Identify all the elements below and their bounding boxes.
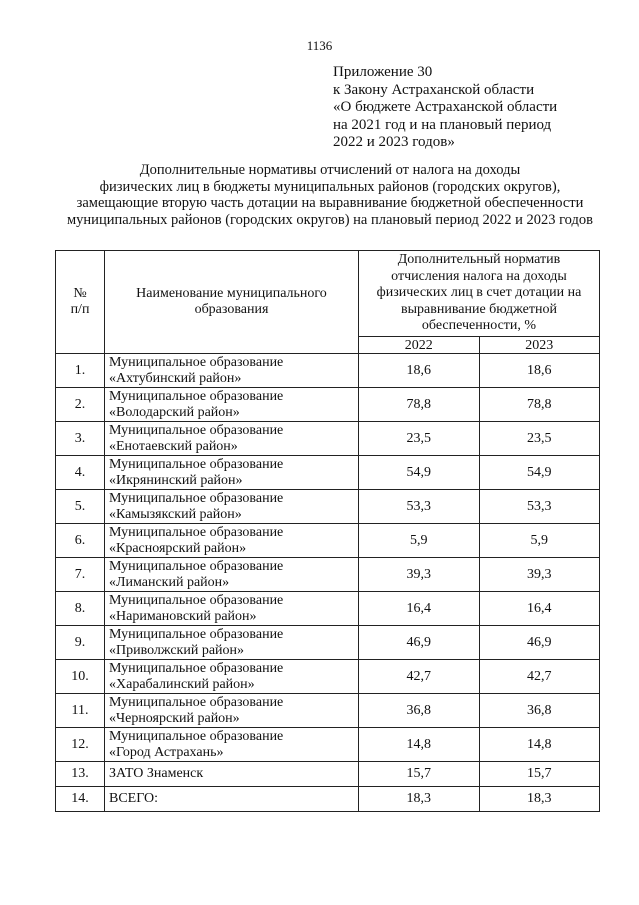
header-normative-line: физических лиц в счет дотации на: [376, 285, 582, 301]
table-row: [56, 422, 600, 456]
table-body: [56, 354, 600, 812]
value-2023: 54,9: [479, 456, 600, 490]
table-row: [56, 694, 600, 728]
row-number: 11.: [56, 694, 105, 728]
title-line: физических лиц в бюджеты муниципальных районов (городских округов),: [99, 178, 561, 195]
value-2022: 39,3: [359, 558, 480, 592]
row-name-line: Муниципальное образование: [109, 423, 284, 438]
row-name: [105, 626, 359, 660]
header-name-line: Наименование муниципального: [136, 285, 327, 301]
appendix-line: Приложение 30: [333, 64, 433, 80]
table-row: [56, 787, 600, 812]
value-2022: 18,6: [359, 354, 480, 388]
row-name: [105, 762, 359, 787]
value-2023: 46,9: [479, 626, 600, 660]
row-number: 8.: [56, 592, 105, 626]
table-row: [56, 388, 600, 422]
header-normative: [359, 251, 600, 337]
header-number-line: №: [73, 285, 87, 301]
page-number: 1136: [306, 38, 333, 53]
row-name-line: «Черноярский район»: [109, 710, 240, 726]
row-name-line: «Камызякский район»: [109, 506, 242, 522]
row-name: [105, 660, 359, 694]
row-name: [105, 592, 359, 626]
row-name-line: «Володарский район»: [109, 404, 240, 420]
row-name: [105, 524, 359, 558]
value-2022: 23,5: [359, 422, 480, 456]
row-name-line: ЗАТО Знаменск: [109, 766, 204, 782]
table-row: [56, 728, 600, 762]
table-header-row: [56, 251, 600, 337]
header-name-line: образования: [194, 302, 269, 317]
value-2022: 46,9: [359, 626, 480, 660]
row-name: [105, 728, 359, 762]
table-row: [56, 762, 600, 787]
row-name-line: «Город Астрахань»: [109, 744, 224, 760]
row-name-line: Муниципальное образование: [109, 593, 284, 608]
row-number: 13.: [56, 762, 105, 787]
row-name-line: ВСЕГО:: [109, 791, 158, 807]
row-name: [105, 354, 359, 388]
value-2023: 14,8: [479, 728, 600, 762]
table-row: [56, 490, 600, 524]
header-name: [105, 251, 359, 354]
table-row: [56, 524, 600, 558]
value-2022: 78,8: [359, 388, 480, 422]
row-name-line: «Наримановский район»: [109, 608, 257, 624]
title-line: муниципальных районов (городских округов) на плановый период 2022 и 2023 годов: [67, 211, 593, 228]
row-name: [105, 787, 359, 812]
row-name-line: Муниципальное образование: [109, 457, 284, 472]
row-number: 5.: [56, 490, 105, 524]
value-2023: 39,3: [479, 558, 600, 592]
header-normative-line: обеспеченности, %: [421, 318, 537, 334]
value-2023: 42,7: [479, 660, 600, 694]
row-name: [105, 490, 359, 524]
row-name-line: «Ахтубинский район»: [109, 370, 242, 386]
table-row: [56, 456, 600, 490]
header-normative-line: отчисления налога на доходы: [391, 268, 567, 284]
value-2022: 16,4: [359, 592, 480, 626]
row-name-line: «Лиманский район»: [109, 574, 230, 590]
table-row: [56, 354, 600, 388]
header-year-2022: 2022: [359, 337, 480, 354]
value-2023: 16,4: [479, 592, 600, 626]
row-name-line: Муниципальное образование: [109, 491, 284, 506]
value-2022: 14,8: [359, 728, 480, 762]
value-2022: 15,7: [359, 762, 480, 787]
value-2023: 53,3: [479, 490, 600, 524]
row-name: [105, 694, 359, 728]
value-2023: 15,7: [479, 762, 600, 787]
row-name-line: Муниципальное образование: [109, 627, 284, 642]
row-number: 14.: [56, 787, 105, 812]
value-2022: 5,9: [359, 524, 480, 558]
title-line: Дополнительные нормативы отчислений от налога на доходы: [139, 162, 521, 178]
row-number: 10.: [56, 660, 105, 694]
table-row: [56, 558, 600, 592]
value-2022: 42,7: [359, 660, 480, 694]
row-name: [105, 422, 359, 456]
appendix-line: 2022 и 2023 годов»: [333, 134, 455, 150]
value-2022: 18,3: [359, 787, 480, 812]
row-name-line: Муниципальное образование: [109, 661, 284, 676]
value-2023: 5,9: [479, 524, 600, 558]
row-number: 2.: [56, 388, 105, 422]
appendix-line: к Закону Астраханской области: [333, 81, 535, 98]
row-name: [105, 558, 359, 592]
row-name-line: «Приволжский район»: [109, 642, 245, 658]
header-normative-line: выравнивание бюджетной: [401, 301, 557, 317]
row-number: 1.: [56, 354, 105, 388]
row-name-line: Муниципальное образование: [109, 559, 284, 574]
row-name-line: Муниципальное образование: [109, 389, 284, 404]
row-name-line: Муниципальное образование: [109, 729, 284, 744]
value-2022: 54,9: [359, 456, 480, 490]
row-name: [105, 456, 359, 490]
row-number: 12.: [56, 728, 105, 762]
row-number: 4.: [56, 456, 105, 490]
appendix-line: «О бюджете Астраханской области: [333, 99, 558, 115]
row-name-line: «Енотаевский район»: [109, 438, 238, 454]
header-number: [56, 251, 105, 354]
document-title: [0, 162, 639, 228]
value-2023: 36,8: [479, 694, 600, 728]
value-2023: 18,6: [479, 354, 600, 388]
value-2023: 78,8: [479, 388, 600, 422]
normatives-table: [55, 250, 600, 812]
row-name-line: «Красноярский район»: [109, 540, 247, 556]
header-number-line: п/п: [70, 302, 90, 317]
row-name-line: Муниципальное образование: [109, 695, 284, 710]
appendix-line: на 2021 год и на плановый период: [333, 116, 552, 133]
value-2022: 53,3: [359, 490, 480, 524]
row-name: [105, 388, 359, 422]
header-year-2023: 2023: [479, 337, 600, 354]
value-2023: 23,5: [479, 422, 600, 456]
table-row: [56, 660, 600, 694]
row-number: 9.: [56, 626, 105, 660]
value-2022: 36,8: [359, 694, 480, 728]
row-name-line: Муниципальное образование: [109, 355, 284, 370]
title-line: замещающие вторую часть дотации на выравнивание бюджетной обеспеченности: [76, 195, 584, 211]
row-name-line: «Икрянинский район»: [109, 472, 243, 488]
table-row: [56, 592, 600, 626]
row-name-line: Муниципальное образование: [109, 525, 284, 540]
appendix-header: [333, 64, 557, 152]
row-name-line: «Харабалинский район»: [109, 676, 255, 692]
header-normative-line: Дополнительный норматив: [397, 252, 561, 268]
row-number: 7.: [56, 558, 105, 592]
row-number: 6.: [56, 524, 105, 558]
value-2023: 18,3: [479, 787, 600, 812]
table-row: [56, 626, 600, 660]
row-number: 3.: [56, 422, 105, 456]
